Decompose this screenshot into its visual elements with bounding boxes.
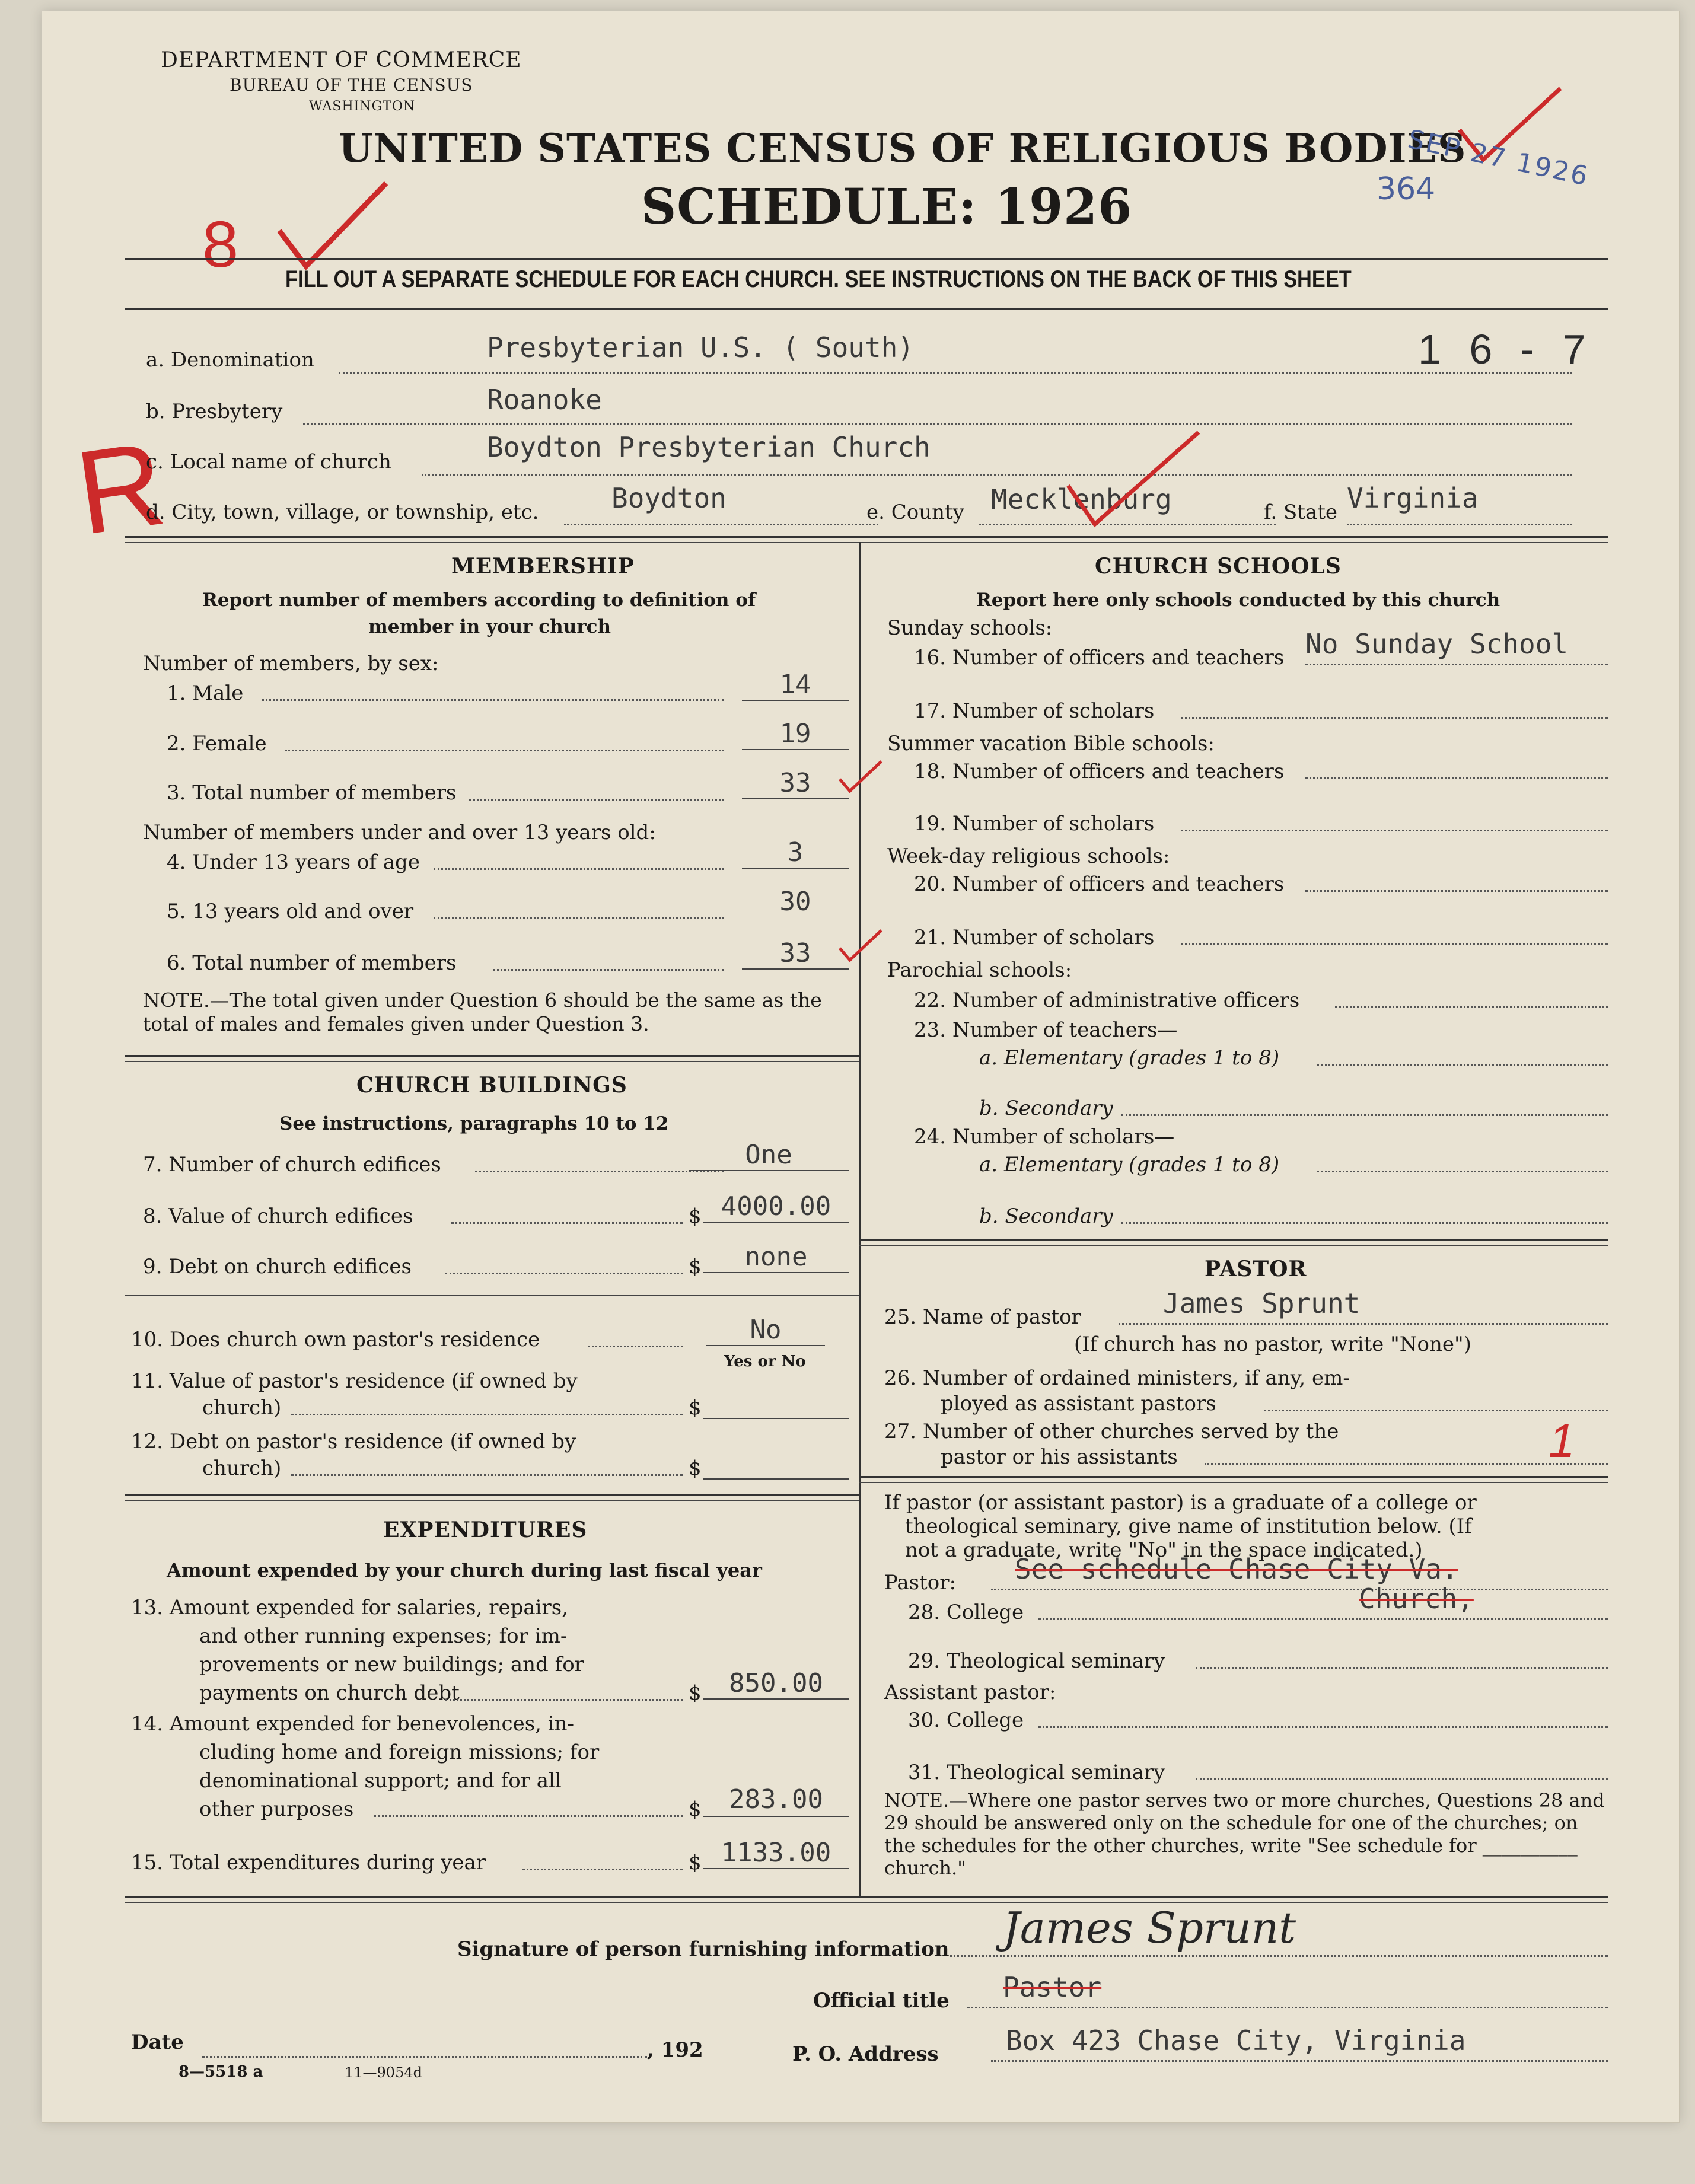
county-value: Mecklenburg bbox=[991, 483, 1172, 515]
county-label: e. County bbox=[866, 500, 964, 524]
dollar-sign: $ bbox=[689, 1681, 702, 1705]
fill-line bbox=[475, 1171, 724, 1172]
q8-label: 8. Value of church edifices bbox=[143, 1204, 413, 1228]
q20-label: 20. Number of officers and teachers bbox=[914, 872, 1285, 896]
section-divider bbox=[125, 536, 1608, 538]
section-divider bbox=[859, 1476, 1608, 1478]
benevolences-amount: 283.00 bbox=[703, 1784, 849, 1817]
fill-line bbox=[374, 1815, 683, 1817]
denomination-label: a. Denomination bbox=[146, 348, 314, 372]
q22-label: 22. Number of administrative officers bbox=[914, 989, 1300, 1012]
section-divider bbox=[859, 1239, 1608, 1241]
pastor-note: NOTE.—Where one pastor serves two or more churches, Questions 28 and 29 should be answered only on the schedule for one of the churches; on the schedules for the other churches, write "See schedule for __________ church." bbox=[884, 1789, 1605, 1879]
q30-label: 30. College bbox=[908, 1708, 1024, 1732]
fill-line bbox=[291, 1474, 683, 1476]
red-number: 8 bbox=[202, 208, 239, 281]
date-year: , 192 bbox=[647, 2038, 703, 2062]
local-name-label: c. Local name of church bbox=[146, 450, 391, 474]
fill-line bbox=[445, 1699, 683, 1701]
fill-line bbox=[1205, 1463, 1608, 1465]
fill-line bbox=[1305, 890, 1608, 892]
header-divider bbox=[125, 308, 1608, 310]
fill-line bbox=[991, 1589, 1608, 1590]
assistant-pastor-label: Assistant pastor: bbox=[884, 1681, 1056, 1704]
department-label: DEPARTMENT OF COMMERCE bbox=[161, 48, 522, 72]
print-number: 11—9054d bbox=[345, 2064, 422, 2081]
section-divider bbox=[125, 1295, 859, 1296]
q17-label: 17. Number of scholars bbox=[914, 699, 1155, 723]
answer-line bbox=[703, 1418, 849, 1419]
section-divider bbox=[859, 1482, 1608, 1483]
fill-line bbox=[202, 2056, 647, 2058]
presbytery-value: Roanoke bbox=[487, 384, 602, 416]
fill-line bbox=[1181, 943, 1608, 945]
red-checkmark-icon bbox=[837, 758, 884, 794]
signature-label: Signature of person furnishing information bbox=[457, 1937, 950, 1961]
q23-label: 23. Number of teachers— bbox=[914, 1018, 1178, 1042]
q28-label: 28. College bbox=[908, 1600, 1024, 1624]
dollar-sign: $ bbox=[689, 1797, 702, 1821]
expenditures-heading: EXPENDITURES bbox=[383, 1517, 588, 1542]
section-divider bbox=[125, 1061, 859, 1062]
fill-line bbox=[1305, 777, 1608, 779]
fill-line bbox=[1038, 1726, 1608, 1728]
pastor-name: James Sprunt bbox=[1163, 1287, 1361, 1319]
q5-label: 5. 13 years old and over bbox=[167, 900, 414, 923]
q21-label: 21. Number of scholars bbox=[914, 926, 1155, 949]
q24b-label: b. Secondary bbox=[979, 1204, 1113, 1228]
q12-label: 12. Debt on pastor's residence (if owned by bbox=[131, 1430, 576, 1453]
q31-label: 31. Theological seminary bbox=[908, 1761, 1165, 1784]
fill-line bbox=[445, 1273, 683, 1274]
answer-line bbox=[703, 1478, 849, 1480]
q1-label: 1. Male bbox=[167, 681, 244, 705]
dollar-sign: $ bbox=[689, 1396, 702, 1420]
q2-label: 2. Female bbox=[167, 732, 267, 755]
q14-label: 14. Amount expended for benevolences, in- bbox=[131, 1712, 575, 1736]
fill-line bbox=[422, 474, 1572, 476]
fill-line bbox=[1317, 1171, 1608, 1172]
red-checkmark-icon bbox=[837, 927, 884, 963]
section-divider bbox=[125, 1896, 1608, 1898]
q4-label: 4. Under 13 years of age bbox=[167, 850, 420, 874]
dollar-sign: $ bbox=[689, 1851, 702, 1874]
fill-line bbox=[1264, 1410, 1608, 1411]
fill-line bbox=[469, 799, 724, 801]
fill-line bbox=[1181, 717, 1608, 719]
column-divider bbox=[859, 542, 861, 1897]
section-divider bbox=[125, 1500, 859, 1501]
po-address-label: P. O. Address bbox=[792, 2042, 939, 2066]
q12-label-cont: church) bbox=[202, 1456, 282, 1480]
city-value: Boydton bbox=[611, 482, 727, 514]
q18-label: 18. Number of officers and teachers bbox=[914, 760, 1285, 783]
date-label: Date bbox=[131, 2030, 184, 2054]
total-members-count-2: 33 bbox=[742, 938, 849, 970]
fill-line bbox=[1119, 1323, 1608, 1325]
fill-line bbox=[303, 423, 1572, 425]
fill-line bbox=[950, 1955, 1608, 1957]
official-title-label: Official title bbox=[813, 1989, 950, 2013]
q10-label: 10. Does church own pastor's residence bbox=[131, 1328, 540, 1351]
fill-line bbox=[522, 1869, 683, 1870]
fill-line bbox=[1196, 1667, 1608, 1669]
dollar-sign: $ bbox=[689, 1456, 702, 1480]
section-divider bbox=[859, 1245, 1608, 1246]
signature: James Sprunt bbox=[1003, 1903, 1296, 1953]
red-checkmark-icon bbox=[1062, 426, 1205, 533]
by-sex-label: Number of members, by sex: bbox=[143, 652, 439, 675]
po-address-value: Box 423 Chase City, Virginia bbox=[1006, 2024, 1466, 2057]
sunday-school-answer: No Sunday School bbox=[1305, 628, 1569, 660]
q11-label: 11. Value of pastor's residence (if owned by bbox=[131, 1369, 578, 1393]
graduate-instruction: not a graduate, write "No" in the space indicated.) bbox=[905, 1538, 1423, 1562]
q23b-label: b. Secondary bbox=[979, 1096, 1113, 1120]
fill-line bbox=[1196, 1778, 1608, 1780]
q3-label: 3. Total number of members bbox=[167, 781, 457, 805]
q24-label: 24. Number of scholars— bbox=[914, 1125, 1175, 1149]
schools-heading: CHURCH SCHOOLS bbox=[1095, 554, 1342, 579]
dollar-sign: $ bbox=[689, 1255, 702, 1278]
city-label: d. City, town, village, or township, etc. bbox=[146, 500, 539, 524]
running-expenses-amount: 850.00 bbox=[703, 1668, 849, 1700]
state-label: f. State bbox=[1264, 500, 1337, 524]
q15-label: 15. Total expenditures during year bbox=[131, 1851, 486, 1874]
weekday-schools-label: Week-day religious schools: bbox=[887, 844, 1170, 868]
church-edifices-count: One bbox=[689, 1140, 849, 1171]
section-divider bbox=[125, 1494, 859, 1496]
fill-line bbox=[967, 2007, 1608, 2008]
age-intro-label: Number of members under and over 13 years old: bbox=[143, 821, 656, 844]
q6-label: 6. Total number of members bbox=[167, 951, 457, 975]
presbytery-label: b. Presbytery bbox=[146, 400, 283, 423]
under-13-count: 3 bbox=[742, 837, 849, 869]
stamp-number: 364 bbox=[1377, 171, 1436, 207]
fill-line bbox=[262, 699, 724, 701]
q13-label: 13. Amount expended for salaries, repairs, bbox=[131, 1596, 569, 1619]
membership-sub: member in your church bbox=[368, 616, 611, 637]
male-count: 14 bbox=[742, 669, 849, 701]
fill-line bbox=[434, 917, 724, 919]
q26-label-cont: ployed as assistant pastors bbox=[941, 1392, 1216, 1415]
parochial-schools-label: Parochial schools: bbox=[887, 958, 1072, 982]
page-title: UNITED STATES CENSUS OF RELIGIOUS BODIES bbox=[339, 125, 1467, 171]
membership-note: NOTE.—The total given under Question 6 should be the same as the total of males and females given under Question 3. bbox=[143, 989, 822, 1035]
total-members-count: 33 bbox=[742, 768, 849, 799]
over-13-count: 30 bbox=[742, 887, 849, 919]
fill-line bbox=[564, 524, 878, 525]
fill-line bbox=[1305, 664, 1608, 665]
q13-label-cont: and other running expenses; for im- bbox=[199, 1624, 568, 1648]
membership-heading: MEMBERSHIP bbox=[451, 554, 635, 579]
q16-label: 16. Number of officers and teachers bbox=[914, 646, 1285, 669]
buildings-sub: See instructions, paragraphs 10 to 12 bbox=[279, 1113, 669, 1134]
fill-line bbox=[1335, 1006, 1608, 1008]
fill-line bbox=[588, 1346, 683, 1347]
section-divider bbox=[125, 1902, 1608, 1903]
q29-label: 29. Theological seminary bbox=[908, 1649, 1165, 1673]
fill-line bbox=[1121, 1222, 1608, 1224]
fill-line bbox=[291, 1414, 683, 1415]
edifices-debt: none bbox=[703, 1242, 849, 1273]
yes-or-no-hint: Yes or No bbox=[724, 1353, 806, 1370]
membership-sub: Report number of members according to definition of bbox=[202, 589, 756, 611]
summer-schools-label: Summer vacation Bible schools: bbox=[887, 732, 1215, 755]
instruction-line: FILL OUT A SEPARATE SCHEDULE FOR EACH CHURCH. SEE INSTRUCTIONS ON THE BACK OF THIS SHEET bbox=[285, 266, 1352, 292]
header-divider bbox=[125, 258, 1608, 260]
q23a-label: a. Elementary (grades 1 to 8) bbox=[979, 1046, 1280, 1070]
q14-label-cont: other purposes bbox=[199, 1797, 354, 1821]
state-value: Virginia bbox=[1347, 482, 1479, 514]
fill-line bbox=[493, 969, 724, 971]
fill-line bbox=[285, 750, 724, 751]
graduate-instruction: theological seminary, give name of institution below. (If bbox=[905, 1515, 1472, 1538]
edifices-value: 4000.00 bbox=[703, 1191, 849, 1223]
q11-label-cont: church) bbox=[202, 1396, 282, 1420]
buildings-heading: CHURCH BUILDINGS bbox=[356, 1073, 627, 1098]
fill-line bbox=[451, 1222, 683, 1224]
dollar-sign: $ bbox=[689, 1204, 702, 1228]
red-letter-mark: R bbox=[69, 417, 173, 560]
q24a-label: a. Elementary (grades 1 to 8) bbox=[979, 1153, 1280, 1177]
pastor-heading: PASTOR bbox=[1205, 1257, 1307, 1281]
sunday-schools-label: Sunday schools: bbox=[887, 616, 1053, 640]
q27-label-cont: pastor or his assistants bbox=[941, 1445, 1178, 1469]
section-divider bbox=[125, 542, 1608, 543]
q25-label: 25. Name of pastor bbox=[884, 1305, 1081, 1329]
schools-sub: Report here only schools conducted by this church bbox=[976, 589, 1500, 611]
pastor-college-value: See schedule Chase City Va. bbox=[1015, 1553, 1458, 1585]
graduate-instruction: If pastor (or assistant pastor) is a graduate of a college or bbox=[884, 1491, 1477, 1515]
bureau-label: BUREAU OF THE CENSUS bbox=[230, 75, 473, 95]
handwritten-code: 1 6 - 7 bbox=[1418, 326, 1594, 372]
other-churches-count: 1 bbox=[1549, 1414, 1575, 1467]
official-title-value: Pastor bbox=[1003, 1971, 1102, 2003]
college-value: Church, bbox=[1359, 1583, 1474, 1615]
fill-line bbox=[1121, 1114, 1608, 1116]
total-expenditures-amount: 1133.00 bbox=[703, 1838, 849, 1869]
fill-line bbox=[1347, 524, 1572, 525]
section-divider bbox=[125, 1055, 859, 1057]
q13-label-cont: payments on church debt bbox=[199, 1681, 460, 1705]
fill-line bbox=[339, 372, 1572, 374]
fill-line bbox=[434, 868, 724, 870]
schedule-title: SCHEDULE: 1926 bbox=[641, 178, 1133, 235]
q9-label: 9. Debt on church edifices bbox=[143, 1255, 412, 1278]
local-name-value: Boydton Presbyterian Church bbox=[487, 431, 931, 463]
q7-label: 7. Number of church edifices bbox=[143, 1153, 441, 1177]
q27-label: 27. Number of other churches served by the bbox=[884, 1420, 1339, 1443]
q19-label: 19. Number of scholars bbox=[914, 812, 1155, 836]
q13-label-cont: provements or new buildings; and for bbox=[199, 1653, 584, 1676]
pastor-college-label: Pastor: bbox=[884, 1571, 956, 1595]
fill-line bbox=[1181, 830, 1608, 831]
census-schedule-sheet bbox=[42, 11, 1680, 2123]
fill-line bbox=[1038, 1618, 1608, 1620]
q25-note: (If church has no pastor, write "None") bbox=[1074, 1332, 1471, 1356]
expenditures-sub: Amount expended by your church during last fiscal year bbox=[167, 1559, 762, 1582]
q26-label: 26. Number of ordained ministers, if any, em- bbox=[884, 1366, 1350, 1390]
city-label: WASHINGTON bbox=[309, 99, 416, 114]
owns-residence-answer: No bbox=[706, 1315, 825, 1346]
fill-line bbox=[991, 2060, 1608, 2062]
fill-line bbox=[1317, 1064, 1608, 1066]
q14-label-cont: cluding home and foreign missions; for bbox=[199, 1740, 600, 1764]
form-number: 8—5518 a bbox=[179, 2063, 263, 2081]
q14-label-cont: denominational support; and for all bbox=[199, 1769, 562, 1793]
denomination-value: Presbyterian U.S. ( South) bbox=[487, 331, 915, 364]
female-count: 19 bbox=[742, 719, 849, 750]
received-date-stamp: SEP 27 1926 bbox=[1405, 124, 1592, 192]
